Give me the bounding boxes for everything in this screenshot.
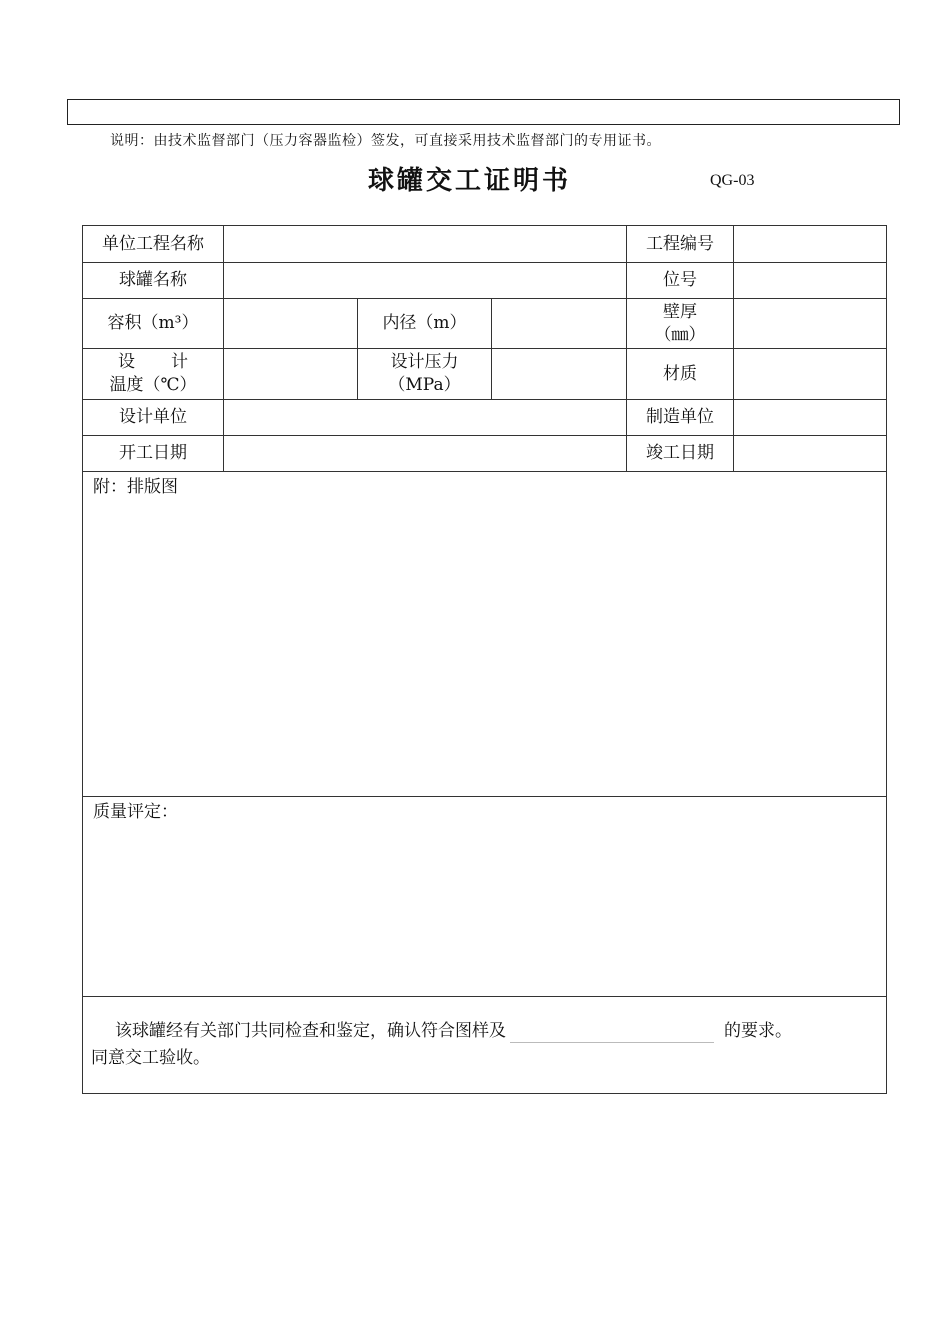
certificate-form <box>82 225 887 1094</box>
design-unit-label: 设计单位 <box>83 400 224 436</box>
position-no-label: 位号 <box>627 263 734 299</box>
design-pressure-label-line2: （MPa） <box>388 375 461 395</box>
standard-blank-field[interactable] <box>510 1024 714 1043</box>
wall-thickness-label-line2: （㎜） <box>654 324 706 345</box>
tank-name-label: 球罐名称 <box>83 263 224 299</box>
position-no-field[interactable] <box>734 263 887 299</box>
form-code: QG-03 <box>710 172 755 189</box>
design-pressure-label-line1: 设计压力 <box>390 352 459 373</box>
volume-field[interactable] <box>224 299 358 349</box>
completion-date-label: 竣工日期 <box>627 436 734 472</box>
material-field[interactable] <box>734 349 887 400</box>
start-date-field[interactable] <box>224 436 627 472</box>
manufacturer-label: 制造单位 <box>627 400 734 436</box>
quality-label: 质量评定： <box>93 802 178 822</box>
volume-label: 容积（m³） <box>83 299 224 349</box>
design-temp-label-line2: 温度（℃） <box>109 375 197 395</box>
inner-diameter-field[interactable] <box>492 299 627 349</box>
unit-project-name-label: 单位工程名称 <box>83 226 224 263</box>
wall-thickness-label-line1: 壁厚 <box>663 301 698 322</box>
completion-date-field[interactable] <box>734 436 887 472</box>
material-label: 材质 <box>627 349 734 400</box>
design-unit-field[interactable] <box>224 400 627 436</box>
design-temp-label <box>83 349 224 400</box>
instruction-note: 说明：由技术监督部门（压力容器监检）签发，可直接采用技术监督部门的专用证书。 <box>110 133 661 149</box>
wall-thickness-field[interactable] <box>734 299 887 349</box>
tank-name-field[interactable] <box>224 263 627 299</box>
conclusion-text-after: 的要求。 <box>724 1021 792 1042</box>
manufacturer-field[interactable] <box>734 400 887 436</box>
design-temp-field[interactable] <box>224 349 358 400</box>
conclusion-section <box>83 997 887 1094</box>
inner-diameter-label: 内径（m） <box>358 299 492 349</box>
design-pressure-field[interactable] <box>492 349 627 400</box>
project-number-field[interactable] <box>734 226 887 263</box>
wall-thickness-label <box>627 299 734 349</box>
design-pressure-label <box>358 349 492 400</box>
header-box <box>67 99 900 125</box>
design-temp-char1: 设 <box>118 352 135 373</box>
page-title: 球罐交工证明书 <box>368 166 572 196</box>
conclusion-line2: 同意交工验收。 <box>91 1048 210 1068</box>
design-temp-char2: 计 <box>171 352 188 373</box>
quality-section[interactable] <box>83 797 887 997</box>
unit-project-name-field[interactable] <box>224 226 627 263</box>
conclusion-text-before: 该球罐经有关部门共同检查和鉴定，确认符合图样及 <box>115 1021 506 1042</box>
attachment-section[interactable] <box>83 472 887 797</box>
attachment-label: 附：排版图 <box>93 477 178 497</box>
project-number-label: 工程编号 <box>627 226 734 263</box>
start-date-label: 开工日期 <box>83 436 224 472</box>
